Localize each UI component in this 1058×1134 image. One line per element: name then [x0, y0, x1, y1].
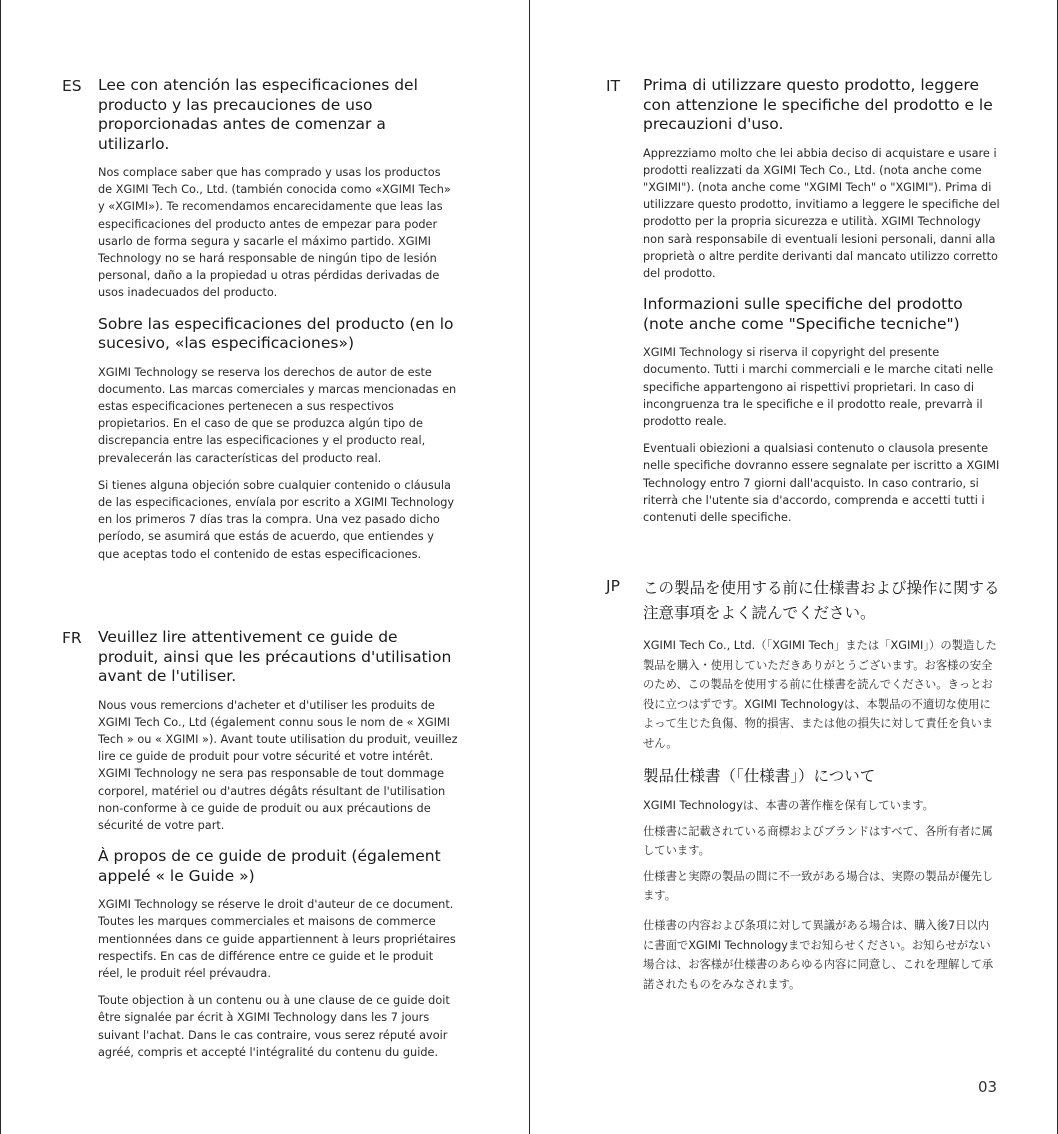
section-subtitle: 製品仕様書（「仕様書」）について	[643, 766, 876, 785]
section-title: この製品を使用する前に仕様書および操作に関する注意事項をよく読んでください。	[643, 579, 1000, 622]
page-edge-left	[0, 0, 1, 1134]
paragraph: XGIMI Technology si riserva il copyright del presente documento. Tutti i marchi commerciali e le marche citati nelle specifiche appartengono ai rispettivi proprietari. In caso di incongruenza tra le specifiche e il prodotto reale, prevarrà il prodotto reale.	[643, 346, 994, 428]
language-code: FR	[62, 629, 82, 647]
section-subtitle: Informazioni sulle specifiche del prodotto (note anche come "Specifiche tecniche")	[643, 295, 963, 333]
paragraph: 仕様書の内容および条項に対して異議がある場合は、購入後7日以内に書面でXGIMI Technologyまでお知らせください。お知らせがない場合は、お客様が仕様書のあらゆる内容に同意し、これを理解して承諾されたものをみなされます。	[643, 919, 994, 991]
intro-paragraph: Nous vous remercions d'acheter et d'utiliser les produits de XGIMI Tech Co., Ltd (également connu sous le nom de « XGIMI Tech » ou « XGIMI »). Avant toute utilisation du produit, veuillez lire ce guide de produit pour votre sécurité et votre intérêt. XGIMI Technology ne sera pas responsable de tout dommage corporel, matériel ou d'autres dégâts résultant de l'utilisation non-conforme à ce guide de produit ou aux précautions de sécurité de votre part.	[98, 698, 458, 832]
paragraph: 仕様書と実際の製品の間に不一致がある場合は、実際の製品が優先します。	[643, 869, 994, 903]
page-divider	[529, 0, 530, 1134]
intro-paragraph: Nos complace saber que has comprado y usas los productos de XGIMI Tech Co., Ltd. (también conocida como «XGIMI Tech» y «XGIMI»). Te recomendamos encarecidamente que leas las especificaciones del producto antes de empezar para poder usarlo de forma segura y sacarle el máximo partido. XGIMI Technology no se hará responsable de ningún tipo de lesión personal, daño a la propiedad u otras pérdidas derivadas de usos inadecuados del producto.	[98, 166, 451, 300]
language-code: JP	[606, 577, 620, 595]
paragraph: 仕様書に記載されている商標およびブランドはすべて、各所有者に属しています。	[643, 824, 993, 858]
section-subtitle: Sobre las especificaciones del producto (en lo sucesivo, «las especificaciones»)	[98, 314, 454, 353]
paragraph: Toute objection à un contenu ou à une clause de ce guide doit être signalée par écrit à XGIMI Technology dans les 7 jours suivant l'achat. Dans le cas contraire, vous serez réputé avoir agréé, compris et accepté l'intégralité du contenu du guide.	[98, 994, 450, 1059]
page-number: 03	[978, 1078, 998, 1096]
paragraph: Eventuali obiezioni a qualsiasi contenuto o clausola presente nelle specifiche dovranno essere segnalate per iscritto a XGIMI Technology entro 7 giorni dall'acquisto. In caso contrario, si riterrà che l'utente sia d'accordo, comprenda e accetti tutti i contenuti delle specifiche.	[643, 442, 1000, 524]
language-code: IT	[606, 77, 621, 95]
section-title: Lee con atención las especificaciones del producto y las precauciones de uso proporcionadas antes de comenzar a utilizarlo.	[98, 76, 418, 153]
paragraph: Si tienes alguna objeción sobre cualquier contenido o cláusula de las especificaciones, envíala por escrito a XGIMI Technology en los primeros 7 días tras la compra. Una vez pasado dicho período, se asumirá que estás de acuerdo, que entiendes y que aceptas todo el contenido de estas especificaciones.	[98, 478, 455, 561]
section-title: Prima di utilizzare questo prodotto, leggere con attenzione le specifiche del prodotto e le precauzioni d'uso.	[643, 76, 993, 133]
section-title: Veuillez lire attentivement ce guide de produit, ainsi que les précautions d'utilisation avant de l'utiliser.	[98, 628, 452, 685]
language-code: ES	[62, 77, 82, 95]
paragraph: XGIMI Technology se reserva los derechos de autor de este documento. Las marcas comerciales y marcas mencionadas en estas especificaciones pertenecen a sus respectivos propietarios. En el caso de que se produzca algún tipo de discrepancia entre las especificaciones y el producto real, prevalecerán las características del producto real.	[98, 365, 457, 465]
paragraph: XGIMI Technology se réserve le droit d'auteur de ce document. Toutes les marques commerciales et maisons de commerce mentionnées dans ce guide appartiennent à leurs propriétaires respectifs. En cas de différence entre ce guide et le produit réel, le produit réel prévaudra.	[98, 898, 456, 980]
paragraph: XGIMI Technologyは、本書の著作権を保有しています。	[643, 799, 934, 813]
intro-paragraph: Apprezziamo molto che lei abbia deciso di acquistare e usare i prodotti realizzati da XGIMI Tech Co., Ltd. (nota anche come "XGIMI"). (nota anche come "XGIMI Tech" o "XGIMI"). Prima di utilizzare questo prodotto, invitiamo a leggere le specifiche del prodotto per la propria sicurezza e utilità. XGIMI Technology non sarà responsabile di eventuali lesioni personali, danni alla proprietà o altre perdite derivanti dal mancato utilizzo corretto del prodotto.	[643, 146, 1000, 280]
section-subtitle: À propos de ce guide de produit (également appelé « le Guide »)	[98, 847, 441, 885]
intro-paragraph: XGIMI Tech Co., Ltd.（「XGIMI Tech」または「XGIMI」）の製造した製品を購入・使用していただきありがとうございます。お客様の安全のため、この製品を使用する前に仕様書を読んでください。きっとお役に立つはずです。XGIMI Technologyは、本製品の不適切な使用によって生じた負傷、物的損害、または他の損失に対して責任を負いません。	[643, 639, 997, 750]
